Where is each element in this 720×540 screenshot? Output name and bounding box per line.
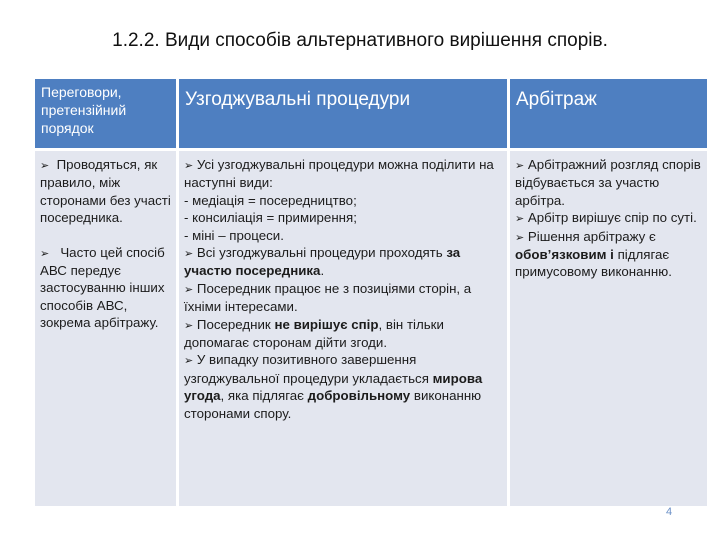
item-text: Арбітр вирішує спір по суті. <box>524 210 697 226</box>
cell-negotiations <box>35 151 176 506</box>
arrow-bullet-icon: ➢ <box>515 230 525 244</box>
table-header-row <box>35 79 707 148</box>
list-item <box>184 280 503 316</box>
slide-title: 1.2.2. Види способів альтернативного вирішення спорів. <box>112 30 608 51</box>
list-item <box>40 244 172 332</box>
table-body-row <box>35 151 707 506</box>
arrow-bullet-icon: ➢ <box>184 318 194 332</box>
cell-conciliation <box>179 151 507 506</box>
list-item: ➢ Всі узгоджувальні процедури проходять за участю посередника. <box>184 245 461 279</box>
list-item: ➢ Рішення арбітражу є обов’язковим і підлягає примусовому виконанню. <box>515 228 672 280</box>
item-text: Посередник працює не з позиціями сторін, а їхніми інтересами. <box>184 280 472 315</box>
list-item: ➢ Посередник не вирішує спір, він тільки допомагає сторонам дійти згоди. <box>184 316 444 351</box>
sub-item: - міні – процеси. <box>184 227 284 243</box>
emphasis-text: обов’язковим і <box>515 247 614 263</box>
emphasis-text: добровільному <box>307 388 411 404</box>
arrow-bullet-icon: ➢ <box>184 354 194 368</box>
page-number: 4 <box>666 506 673 518</box>
item-text: Проводяться, як правило, між сторонами без участі посередника. <box>40 157 171 226</box>
item-text: Арбітражний розгляд спорів відбувається за участю арбітра. <box>515 157 701 208</box>
list-item <box>40 156 172 227</box>
arrow-bullet-icon: ➢ <box>40 246 50 260</box>
cell-arbitration <box>510 151 707 506</box>
header-negotiations: Переговори, претензійний порядок <box>35 79 176 148</box>
arrow-bullet-icon: ➢ <box>515 212 525 226</box>
arrow-bullet-icon: ➢ <box>184 247 194 261</box>
arrow-bullet-icon: ➢ <box>515 159 525 172</box>
emphasis-text: не вирішує спір <box>274 316 379 332</box>
arrow-bullet-icon: ➢ <box>184 282 194 296</box>
comparison-table <box>32 76 710 509</box>
emphasis-text: мирова угода <box>184 370 483 404</box>
arrow-bullet-icon: ➢ <box>40 159 50 172</box>
list-item <box>184 156 503 192</box>
item-text: Часто цей спосіб АВС передує застосуванню інших способів АВС, зокрема арбітражу. <box>40 244 165 331</box>
list-item <box>515 156 703 209</box>
item-text: Усі узгоджувальні процедури можна поділити на наступні види: <box>184 157 494 191</box>
header-arbitration: Арбітраж <box>510 79 707 148</box>
sub-item: - консиліація = примирення; <box>184 210 357 226</box>
arrow-bullet-icon: ➢ <box>184 159 194 172</box>
header-conciliation: Узгоджувальні процедури <box>179 79 507 148</box>
sub-item: - медіація = посередництво; <box>184 192 357 208</box>
emphasis-text: за участю посередника <box>184 245 461 279</box>
list-item <box>515 209 703 227</box>
list-item: ➢ У випадку позитивного завершення узгоджувальної процедури укладається мирова угода, яка підлягає добровільному виконанню сторонами спору. <box>184 352 483 421</box>
